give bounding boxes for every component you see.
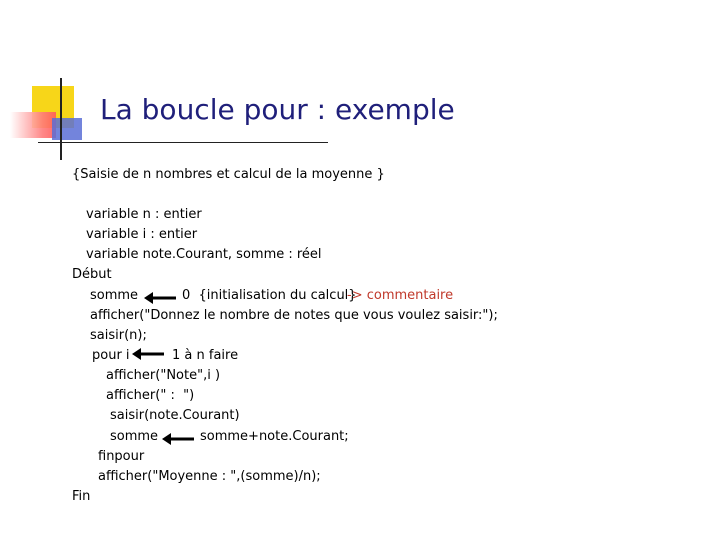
assignment-arrow-icon: [160, 430, 196, 446]
pour-rhs: 1 à n faire: [172, 348, 239, 363]
decor-horizontal-line: [38, 142, 328, 143]
keyword-fin: Fin: [72, 489, 91, 504]
decl-n: variable n : entier: [86, 207, 202, 222]
decor-vertical-line: [60, 78, 62, 160]
assign-sum-lhs: somme: [110, 429, 159, 444]
assign-somme-lhs: somme: [90, 288, 139, 303]
decor-blue-square: [52, 118, 82, 140]
decl-i: variable i : entier: [86, 227, 198, 242]
header-comment: {Saisie de n nombres et calcul de la moyenne }: [72, 167, 385, 182]
slide-title: La boucle pour : exemple: [100, 93, 455, 126]
assignment-arrow-icon: [142, 289, 178, 305]
keyword-finpour: finpour: [98, 449, 145, 464]
afficher-prompt: afficher("Donnez le nombre de notes que vous voulez saisir:");: [90, 308, 498, 323]
afficher-colon: afficher(" : "): [106, 388, 195, 403]
assignment-arrow-icon: [130, 346, 166, 362]
saisir-note: saisir(note.Courant): [110, 408, 240, 423]
saisir-n: saisir(n);: [90, 328, 147, 343]
assign-sum-rhs: somme+note.Courant;: [200, 429, 349, 444]
decor-red-bar: [10, 112, 56, 138]
comment-note: -> commentaire: [347, 288, 454, 303]
keyword-debut: Début: [72, 267, 112, 282]
afficher-note: afficher("Note",i ): [106, 368, 221, 383]
pour-lhs: pour i: [92, 348, 130, 363]
decl-vars: variable note.Courant, somme : réel: [86, 247, 322, 262]
assign-somme-rhs: 0 {initialisation du calcul}: [182, 288, 357, 303]
afficher-moyenne: afficher("Moyenne : ",(somme)/n);: [98, 469, 321, 484]
